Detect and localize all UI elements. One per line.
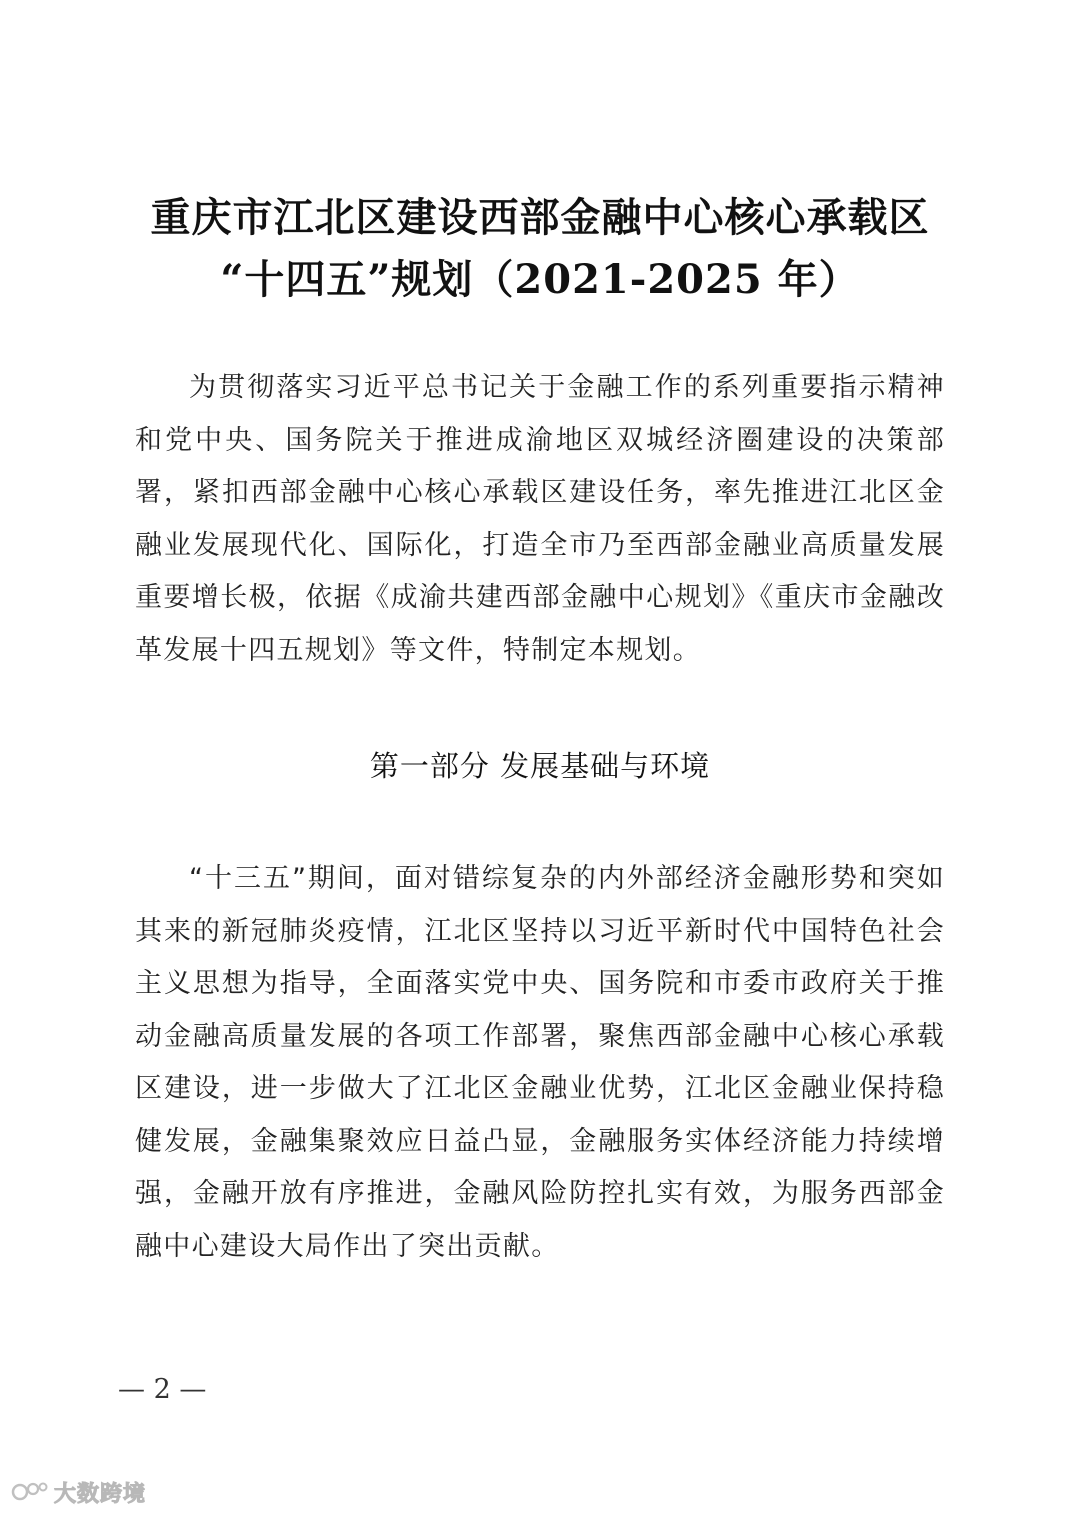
page-number: — 2 — xyxy=(118,1374,207,1405)
section-paragraph: “十三五”期间，面对错综复杂的内外部经济金融形势和突如其来的新冠肺炎疫情，江北区坚持以习近平新时代中国特色社会主义思想为指导，全面落实党中央、国务院和市委市政府关于推动金融高质量发展的各项工作部署，聚焦西部金融中心核心承载区建设，进一步做大了江北区金融业优势，江北区金融业保持稳健发展，金融集聚效应日益凸显，金融服务实体经济能力持续增强，金融开放有序推进，金融风险防控扎实有效，为服务西部金融中心建设大局作出了突出贡献。 xyxy=(135,863,945,1262)
watermark xyxy=(10,1474,146,1510)
brand-logo-icon xyxy=(10,1477,50,1507)
document-title-line-1: 重庆市江北区建设西部金融中心核心承载区 xyxy=(150,194,930,241)
intro-paragraph: 为贯彻落实习近平总书记关于金融工作的系列重要指示精神和党中央、国务院关于推进成渝地区双城经济圈建设的决策部署，紧扣西部金融中心核心承载区建设任务，率先推进江北区金融业发展现代化、国际化，打造全市乃至西部金融业高质量发展重要增长极，依据《成渝共建西部金融中心规划》《重庆市金融改革发展十四五规划》等文件，特制定本规划。 xyxy=(135,372,945,666)
section-heading: 第一部分 发展基础与环境 xyxy=(369,749,711,783)
document-title-line-2: “十四五”规划（2021-2025 年） xyxy=(220,256,860,303)
watermark-text: 大数跨境 xyxy=(54,1481,147,1507)
